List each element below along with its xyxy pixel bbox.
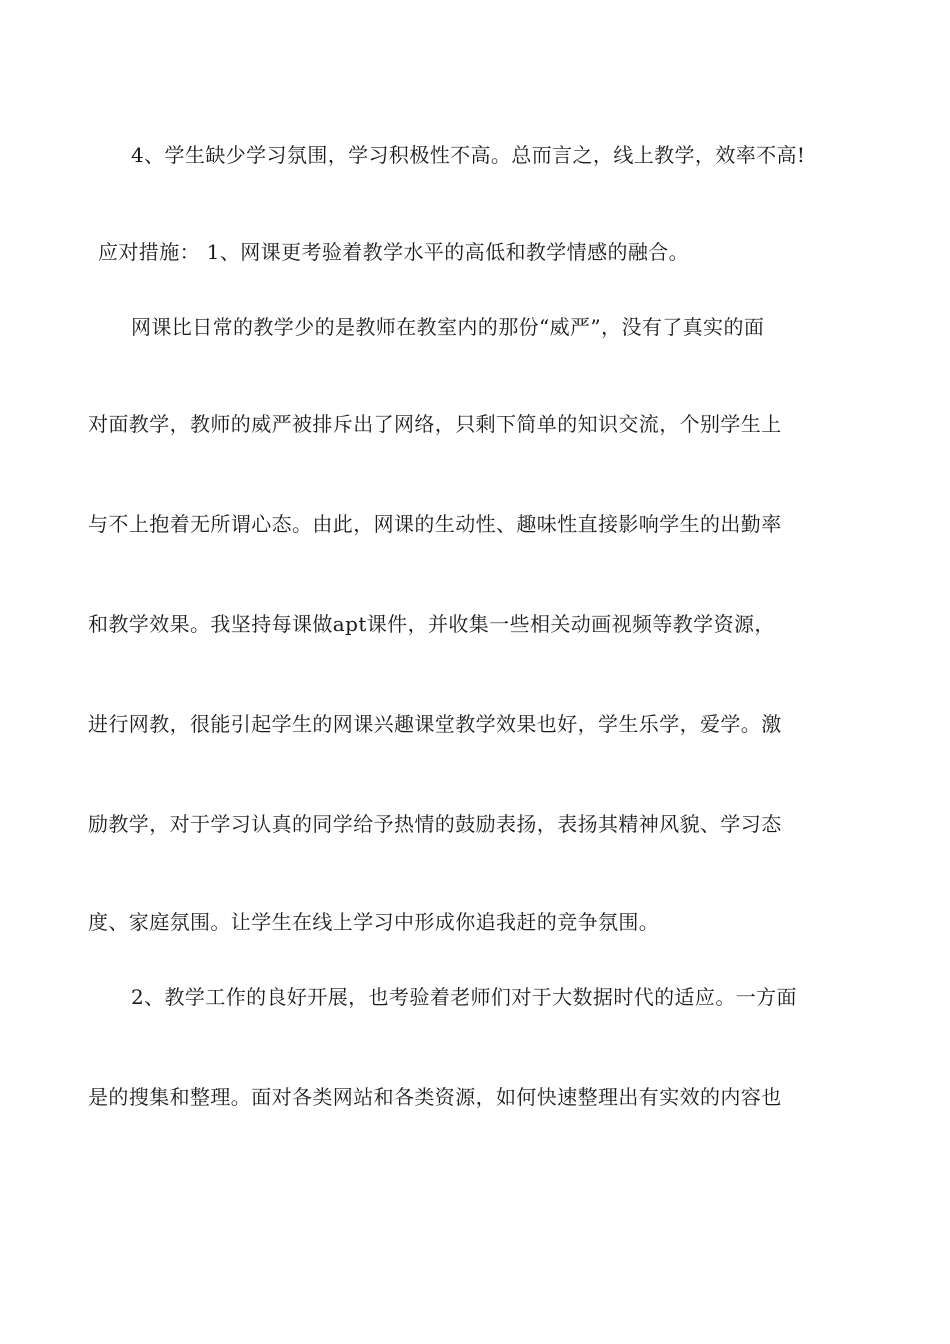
paragraph-line: 是的搜集和整理。面对各类网站和各类资源，如何快速整理出有实效的内容也 xyxy=(88,1085,782,1109)
paragraph-line: 和教学效果。我坚持每课做apt课件，并收集一些相关动画视频等教学资源， xyxy=(88,612,775,636)
paragraph-line: 进行网教，很能引起学生的网课兴趣课堂教学效果也好，学生乐学，爱学。激 xyxy=(88,712,782,736)
paragraph-line: 与不上抱着无所谓心态。由此，网课的生动性、趣味性直接影响学生的出勤率 xyxy=(88,512,782,536)
paragraph-line: 度、家庭氛围。让学生在线上学习中形成你追我赶的竞争氛围。 xyxy=(88,910,660,934)
section-heading-line: 应对措施： 1、网课更考验着教学水平的高低和教学情感的融合。 xyxy=(98,240,690,264)
paragraph-line: 4、学生缺少学习氛围，学习积极性不高。总而言之，线上教学，效率不高! xyxy=(131,143,806,167)
paragraph-line: 励教学，对于学习认真的同学给予热情的鼓励表扬，表扬其精神风貌、学习态 xyxy=(88,812,782,836)
paragraph-line: 对面教学，教师的威严被排斥出了网络，只剩下简单的知识交流，个别学生上 xyxy=(88,412,782,436)
paragraph-line: 网课比日常的教学少的是教师在教室内的那份“威严”，没有了真实的面 xyxy=(131,315,765,339)
paragraph-line: 2、教学工作的良好开展，也考验着老师们对于大数据时代的适应。一方面 xyxy=(131,985,797,1009)
